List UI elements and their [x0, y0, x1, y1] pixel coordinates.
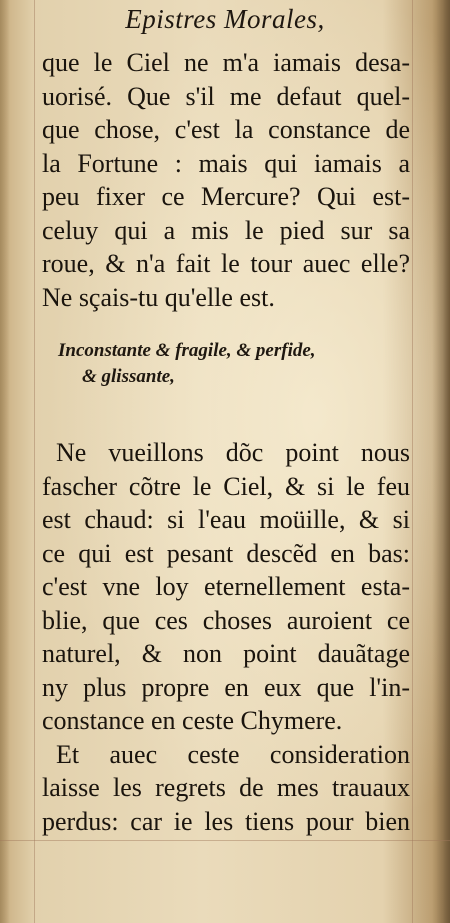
text-line: uorisé. Que s'il me defaut quel-: [42, 81, 410, 111]
text-line: peu fixer ce Mercure? Qui est-: [42, 182, 410, 211]
text-line: est chaud: si l'eau moüille, & si: [42, 505, 410, 534]
text-line: Et auec ceste consideration: [56, 739, 410, 769]
page-fore-edge: [432, 0, 450, 923]
page-spine-shadow: [0, 0, 10, 923]
quotation-line: Inconstante & fragile, & perfide,: [58, 340, 316, 361]
text-line: Ne sçais-tu qu'elle est.: [42, 282, 275, 312]
margin-rule-left: [34, 0, 35, 923]
running-title: Epistres Morales,: [125, 4, 325, 34]
text-line: constance en ceste Chymere.: [42, 706, 343, 735]
quotation-line: & glissante,: [82, 366, 175, 387]
text-line: celuy qui a mis le pied sur sa: [42, 215, 410, 245]
margin-rule-right: [412, 0, 413, 923]
text-line: ny plus propre en eux que l'in-: [42, 672, 410, 702]
text-line: laisse les regrets de mes trauaux: [42, 773, 410, 802]
text-line: fascher cõtre le Ciel, & si le feu: [42, 471, 410, 501]
text-line: roue, & n'a fait le tour auec elle?: [42, 249, 410, 278]
text-line: Ne vueillons dõc point nous: [56, 438, 410, 467]
text-line: que le Ciel ne m'a iamais desa-: [42, 48, 410, 77]
text-line: blie, que ces choses auroient ce: [42, 605, 410, 635]
text-line: naturel, & non point dauãtage: [42, 639, 410, 668]
text-line: ce qui est pesant descẽd en bas:: [42, 538, 410, 568]
text-line: la Fortune : mais qui iamais a: [42, 148, 410, 178]
text-line: c'est vne loy eternellement esta-: [42, 572, 410, 601]
text-line: perdus: car ie les tiens pour bien: [42, 806, 410, 836]
margin-rule-bottom: [0, 840, 450, 841]
body-text: [42, 46, 410, 838]
text-line: que chose, c'est la constance de: [42, 115, 410, 144]
